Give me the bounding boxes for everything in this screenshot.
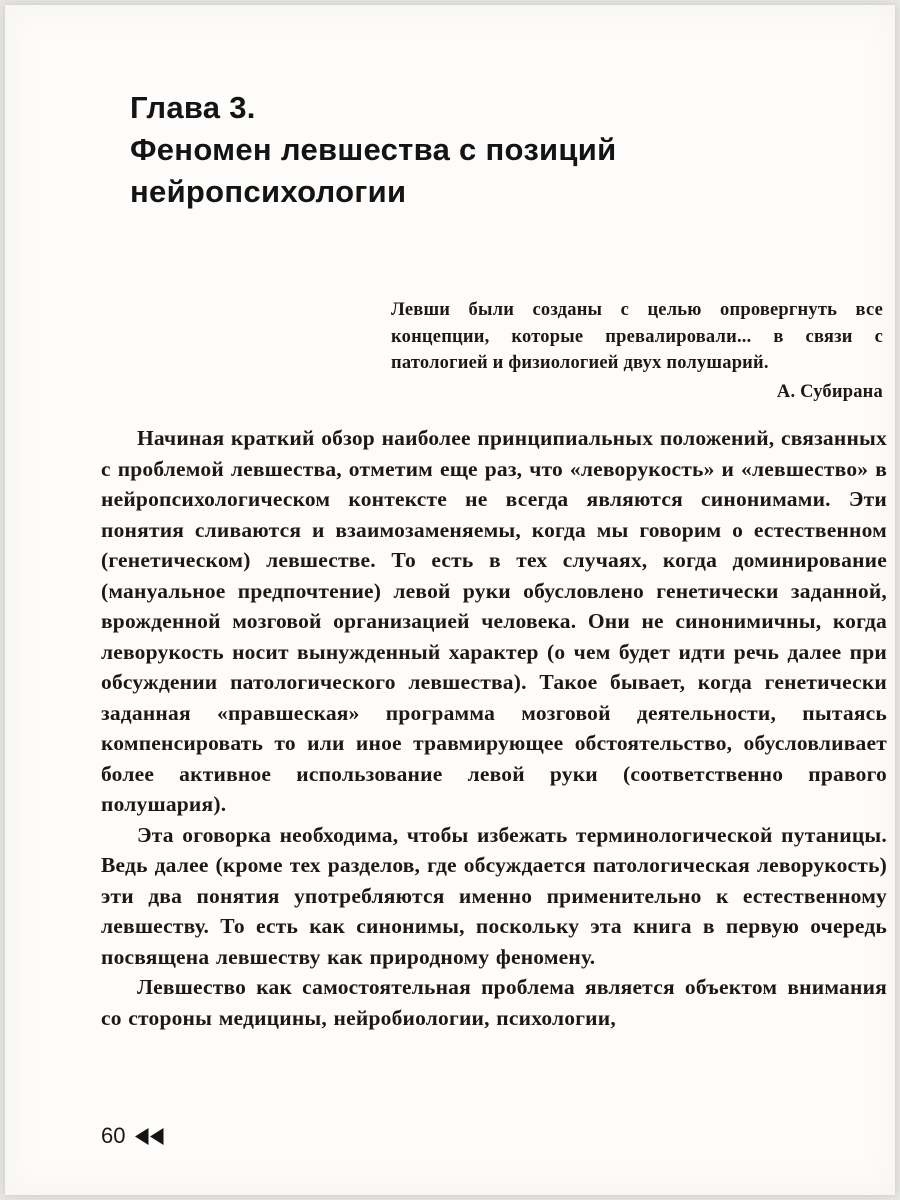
paragraph: Эта оговорка необходима, чтобы избежать терминологической путаницы. Ведь далее (кроме тех разделов, где обсуждается патологическая леворукость) эти два понятия употребляются именно применительно к естественному левшеству. То есть как синонимы, поскольку эта книга в первую очередь посвящена левшеству как природному феномену. (101, 822, 887, 969)
paragraph: Левшество как самостоятельная проблема является объектом внимания со стороны медицины, нейробиологии, психологии, (101, 975, 887, 1030)
epigraph-attribution: А. Субирана (776, 381, 883, 402)
book-page (5, 5, 895, 1195)
chapter-heading (130, 87, 616, 213)
chapter-number: Глава 3. (130, 90, 256, 125)
paragraph: Начиная краткий обзор наиболее принципиальных положений, связанных с проблемой левшества, отметим еще раз, что «леворукость» и «левшество» в нейропсихологическом контексте не всегда являются синонимами. Эти понятия сливаются и взаимозаменяемы, когда мы говорим о естественном (генетическом) левшестве. То есть в тех случаях, когда доминирование (мануальное предпочтение) левой руки обусловлено генетически заданной, врожденной мозговой организацией человека. Они не синонимичны, когда леворукость носит вынужденный характер (о чем будет идти речь далее при обсуждении патологического левшества). Такое бывает, когда генетически заданная «правшеская» программа мозговой деятельности, пытаясь компенсировать то или иное травмирующее обстоятельство, обусловливает более активное использование левой руки (соответственно правого полушария). (101, 426, 887, 816)
double-left-arrows-icon (135, 1128, 164, 1145)
body-text (101, 423, 887, 1033)
page-footer (101, 1123, 164, 1149)
chapter-title-line-1: Феномен левшества с позиций (130, 132, 617, 167)
page-number: 60 (101, 1123, 126, 1148)
epigraph (391, 297, 883, 403)
epigraph-text: Левши были созданы с целью опровергнуть все концепции, которые превалировали... в связи с патологией и физиологией двух полушарий. (391, 300, 883, 373)
chapter-title-line-2: нейропсихологии (130, 174, 407, 209)
